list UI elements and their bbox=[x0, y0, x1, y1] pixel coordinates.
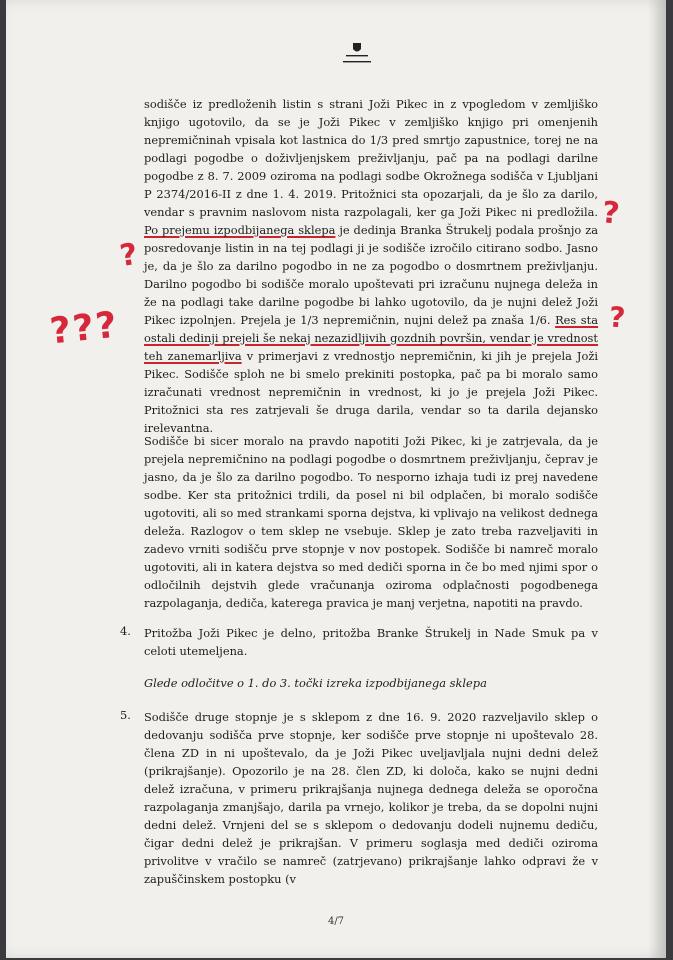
document-page bbox=[6, 0, 666, 958]
item-5-text: Sodišče druge stopnje je s sklepom z dne 16. 9. 2020 razveljavilo sklep o dedovanju sodišča prve stopnje, ker sodišče prve stopnje ni upoštevalo 28. člena ZD in ni upoštevalo, da je Joži Pikec uveljavljala nujni dedni delež (prikrajšanje). Opozorilo je na 28. člen ZD, ki določa, kako se nujni dedni delež izračuna, v primeru prikrajšanja nujnega dednega deleža se oporočna razpolaganja zmanjšajo, darila pa vrnejo, kolikor je treba, da se dopolni nujni dedni delež. Vrnjeni del se s sklepom o dedovanju dodeli nujnemu dediču, čigar dedni delež je prikrajšan. V primeru soglasja med dediči oziroma privolitve v vračilo se namreč (zatrjevano) prikrajšanje lahko odpravi že v zapuščinskem postopku (v bbox=[144, 710, 598, 886]
para1-text-c: v primerjavi z vrednostjo nepremičnin, ki jih je prejela Joži Pikec. Sodišče sploh ne bi smelo prekiniti postopka, pač pa bi moralo samo izračunati vrednost nepremičnin in vrednost, ki jo je prejela Joži Pikec. Pritožnici sta res zatrjevali še druga darila, vendar so ta darila dejansko irelevantna. bbox=[144, 349, 598, 435]
para2-text: Sodišče bi sicer moralo na pravdo napotiti Joži Pikec, ki je zatrjevala, da je prejela nepremičnino na podlagi pogodbe o dosmrtnem preživljanju, čeprav je jasno, da je šlo za darilno pogodbo. To nesporno izhaja tudi iz prej navedene sodbe. Ker sta pritožnici trdili, da posel ni bil odplačen, bi moralo sodišče ugotoviti, ali so med strankami sporna dejstva, ki vplivajo na velikost dednega deleža. Razlogov o tem sklep ne vsebuje. Sklep je zato treba razveljaviti in zadevo vrniti sodišču prve stopnje v nov postopek. Sodišče bi namreč moralo ugotoviti, ali in katera dejstva so med dediči sporna in če bo med njimi spor o odločilnih dejstvih glede vračunanja oziroma odplačnosti pogodbenega razpolaganja, dediča, katerega pravica je manj verjetna, napotiti na pravdo. bbox=[144, 434, 598, 610]
handwritten-question-mark-3: ? bbox=[607, 300, 627, 335]
item-4-text: Pritožba Joži Pikec je delno, pritožba Branke Štrukelj in Nade Smuk pa v celoti utemeljena. bbox=[144, 626, 598, 658]
item-5 bbox=[144, 708, 598, 888]
court-emblem-icon bbox=[342, 40, 372, 66]
handwritten-triple-question-marks: ??? bbox=[48, 304, 121, 353]
item-4-number: 4. bbox=[120, 624, 131, 638]
page-number: 4/7 bbox=[327, 916, 345, 927]
underlined-phrase-1: Po prejemu izpodbijanega sklepa bbox=[144, 223, 336, 237]
paragraph-2 bbox=[144, 432, 598, 612]
item-4 bbox=[144, 624, 598, 660]
section-heading: Glede odločitve o 1. do 3. točki izreka izpodbijanega sklepa bbox=[144, 676, 487, 690]
underlined-phrase-2: Res sta ostali dedinji prejeli še nekaj nezazidljivih gozdnih površin, vendar je vrednost teh zanemarljiva bbox=[144, 313, 599, 363]
handwritten-question-mark-2: ? bbox=[600, 195, 622, 232]
item-5-number: 5. bbox=[120, 708, 131, 722]
paragraph-continuation bbox=[144, 95, 598, 437]
handwritten-question-mark-1: ? bbox=[117, 236, 140, 275]
para1-text-b: je dedinja Branka Štrukelj podala prošnjo za posredovanje listin in na tej podlagi ji je sodišče izročilo citirano sodbo. Jasno je, da je šlo za darilno pogodbo in ne za pogodbo o dosmrtnem preživljanju. Darilno pogodbo bi sodišče moralo upoštevati pri izračunu nujnega deleža in že na podlagi take darilne pogodbe bi lahko ugotovilo, da je nujni delež Joži Pikec izpolnjen. Prejela je 1/3 nepremičnin, nujni delež pa znaša 1/6. bbox=[144, 223, 598, 327]
para1-text-a: sodišče iz predloženih listin s strani Joži Pikec in z vpogledom v zemljiško knjigo ugotovilo, da se je Joži Pikec v zemljiško knjigo pri omenjenih nepremičninah vpisala kot lastnica do 1/3 pred smrtjo zapustnice, torej ne na podlagi pogodbe o doživljenjskem preživljanju, pač pa na podlagi darilne pogodbe z 8. 7. 2009 oziroma na podlagi sodbe Okrožnega sodišča v Ljubljani P 2374/2016-II z dne 1. 4. 2019. Pritožnici sta opozarjali, da je šlo za darilo, vendar s pravnim naslovom nista razpolagali, ker ga Joži Pikec ni predložila. bbox=[144, 97, 598, 219]
